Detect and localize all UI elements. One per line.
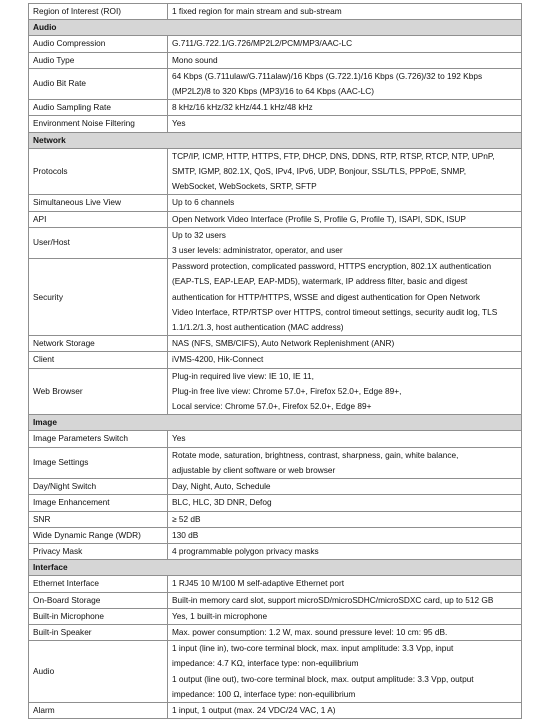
spec-value-line: 130 dB xyxy=(172,529,199,540)
spec-value xyxy=(168,368,522,415)
spec-value xyxy=(168,100,522,116)
spec-value xyxy=(168,447,522,478)
spec-value xyxy=(168,352,522,368)
spec-label: Audio xyxy=(29,641,168,703)
spec-row-region-of-interest-roi xyxy=(29,4,522,20)
spec-row-on-board-storage xyxy=(29,592,522,608)
spec-value-line: Up to 6 channels xyxy=(172,197,235,208)
spec-value-line: Up to 32 users xyxy=(172,229,226,240)
spec-value xyxy=(168,608,522,624)
spec-row-ethernet-interface xyxy=(29,576,522,592)
spec-value xyxy=(168,543,522,559)
spec-value-line: authentication for HTTP/HTTPS, WSSE and digest authentication for Open Network xyxy=(172,291,481,302)
spec-value-line: 4 programmable polygon privacy masks xyxy=(172,545,319,556)
spec-value-line: (EAP-TLS, EAP-LEAP, EAP-MD5), watermark, IP address filter, basic and digest xyxy=(172,276,468,287)
spec-value-line: adjustable by client software or web browser xyxy=(172,464,336,475)
spec-value-line: SMTP, IGMP, 802.1X, QoS, IPv4, IPv6, UDP, Bonjour, SSL/TLS, PPPoE, SNMP, xyxy=(172,166,467,177)
spec-label: Privacy Mask xyxy=(29,543,168,559)
spec-value-line: Mono sound xyxy=(172,54,218,65)
spec-row-snr xyxy=(29,511,522,527)
spec-label: Audio Compression xyxy=(29,36,168,52)
spec-row-built-in-speaker xyxy=(29,624,522,640)
spec-row-audio-compression xyxy=(29,36,522,52)
spec-value-line: Video Interface, RTP/RTSP over HTTPS, control timeout settings, security audit log, TLS xyxy=(172,306,498,317)
spec-row-security xyxy=(29,259,522,336)
spec-label: Audio Bit Rate xyxy=(29,68,168,99)
spec-label: Security xyxy=(29,259,168,336)
spec-row-web-browser xyxy=(29,368,522,415)
spec-label: Day/Night Switch xyxy=(29,479,168,495)
spec-value xyxy=(168,259,522,336)
spec-row-api xyxy=(29,211,522,227)
spec-value xyxy=(168,36,522,52)
spec-value-line: 8 kHz/16 kHz/32 kHz/44.1 kHz/48 kHz xyxy=(172,102,313,113)
spec-value xyxy=(168,641,522,703)
spec-label: Audio Type xyxy=(29,52,168,68)
section-header-interface xyxy=(29,560,522,576)
spec-label: Web Browser xyxy=(29,368,168,415)
spec-row-alarm xyxy=(29,702,522,718)
spec-value-line: Day, Night, Auto, Schedule xyxy=(172,481,271,492)
spec-value xyxy=(168,511,522,527)
spec-value-line: 1 input (line in), two-core terminal block, max. input amplitude: 3.3 Vpp, input xyxy=(172,643,454,654)
spec-value xyxy=(168,431,522,447)
specifications-table xyxy=(28,3,522,719)
spec-value-line: 1 RJ45 10 M/100 M self-adaptive Ethernet port xyxy=(172,578,345,589)
spec-value-line: Open Network Video Interface (Profile S, Profile G, Profile T), ISAPI, SDK, ISUP xyxy=(172,213,466,224)
spec-row-client xyxy=(29,352,522,368)
spec-value-line: (MP2L2)/8 to 320 Kbps (MP3)/16 to 64 Kbps (AAC-LC) xyxy=(172,86,374,97)
spec-value-line: G.711/G.722.1/G.726/MP2L2/PCM/MP3/AAC-LC xyxy=(172,38,353,49)
spec-value-line: 1 output (line out), two-core terminal block, max. output amplitude: 3.3 Vpp, output xyxy=(172,673,474,684)
spec-label: SNR xyxy=(29,511,168,527)
spec-value xyxy=(168,116,522,132)
spec-label: Built-in Speaker xyxy=(29,624,168,640)
spec-label: Protocols xyxy=(29,148,168,195)
spec-value xyxy=(168,576,522,592)
spec-value xyxy=(168,479,522,495)
spec-label: Audio Sampling Rate xyxy=(29,100,168,116)
spec-value xyxy=(168,4,522,20)
spec-value-line: impedance: 100 Ω, interface type: non-equilibrium xyxy=(172,688,356,699)
spec-label: On-Board Storage xyxy=(29,592,168,608)
spec-value-line: Local service: Chrome 57.0+, Firefox 52.0+, Edge 89+ xyxy=(172,401,372,412)
spec-row-audio-sampling-rate xyxy=(29,100,522,116)
spec-row-protocols xyxy=(29,148,522,195)
spec-value xyxy=(168,495,522,511)
spec-label: Ethernet Interface xyxy=(29,576,168,592)
spec-value-line: 1.1/1.2/1.3, host authentication (MAC address) xyxy=(172,322,344,333)
spec-label: API xyxy=(29,211,168,227)
spec-label: Environment Noise Filtering xyxy=(29,116,168,132)
section-title: Interface xyxy=(29,560,522,576)
spec-row-environment-noise-filtering xyxy=(29,116,522,132)
spec-row-audio-bit-rate xyxy=(29,68,522,99)
spec-value-line: 3 user levels: administrator, operator, and user xyxy=(172,245,343,256)
spec-row-day-night-switch xyxy=(29,479,522,495)
spec-label: Region of Interest (ROI) xyxy=(29,4,168,20)
section-header-audio xyxy=(29,20,522,36)
spec-value-line: 1 fixed region for main stream and sub-stream xyxy=(172,6,342,16)
spec-row-simultaneous-live-view xyxy=(29,195,522,211)
spec-value-line: 64 Kbps (G.711ulaw/G.711alaw)/16 Kbps (G.722.1)/16 Kbps (G.726)/32 to 192 Kbps xyxy=(172,70,483,81)
section-title: Audio xyxy=(29,20,522,36)
spec-row-image-parameters-switch xyxy=(29,431,522,447)
spec-value-line: TCP/IP, ICMP, HTTP, HTTPS, FTP, DHCP, DNS, DDNS, RTP, RTSP, RTCP, NTP, UPnP, xyxy=(172,150,495,161)
spec-label: Image Settings xyxy=(29,447,168,478)
spec-row-image-enhancement xyxy=(29,495,522,511)
spec-value-line: WebSocket, WebSockets, SRTP, SFTP xyxy=(172,181,317,192)
spec-label: Client xyxy=(29,352,168,368)
spec-value xyxy=(168,195,522,211)
spec-value xyxy=(168,527,522,543)
section-header-image xyxy=(29,415,522,431)
spec-label: Image Enhancement xyxy=(29,495,168,511)
spec-value-line: Plug-in free live view: Chrome 57.0+, Firefox 52.0+, Edge 89+, xyxy=(172,385,402,396)
spec-value-line: ≥ 52 dB xyxy=(172,513,201,524)
spec-value xyxy=(168,336,522,352)
spec-row-image-settings xyxy=(29,447,522,478)
spec-value-line: Built-in memory card slot, support microSD/microSDHC/microSDXC card, up to 512 GB xyxy=(172,594,494,605)
spec-row-network-storage xyxy=(29,336,522,352)
spec-row-audio xyxy=(29,641,522,703)
spec-label: Image Parameters Switch xyxy=(29,431,168,447)
spec-row-user-host xyxy=(29,227,522,258)
spec-value xyxy=(168,52,522,68)
spec-value-line: 1 input, 1 output (max. 24 VDC/24 VAC, 1 A) xyxy=(172,704,336,715)
spec-label: Wide Dynamic Range (WDR) xyxy=(29,527,168,543)
spec-value-line: Yes, 1 built-in microphone xyxy=(172,610,268,621)
spec-value xyxy=(168,148,522,195)
spec-label: Network Storage xyxy=(29,336,168,352)
spec-value-line: Password protection, complicated password, HTTPS encryption, 802.1X authentication xyxy=(172,261,492,272)
spec-row-audio-type xyxy=(29,52,522,68)
spec-value xyxy=(168,227,522,258)
spec-label: Simultaneous Live View xyxy=(29,195,168,211)
spec-label: Built-in Microphone xyxy=(29,608,168,624)
spec-label: Alarm xyxy=(29,702,168,718)
spec-value xyxy=(168,592,522,608)
spec-value-line: Yes xyxy=(172,433,186,444)
spec-value xyxy=(168,624,522,640)
spec-row-built-in-microphone xyxy=(29,608,522,624)
spec-value-line: NAS (NFS, SMB/CIFS), Auto Network Replenishment (ANR) xyxy=(172,338,395,349)
section-header-network xyxy=(29,132,522,148)
spec-value-line: impedance: 4.7 KΩ, interface type: non-equilibrium xyxy=(172,658,359,669)
spec-value-line: Plug-in required live view: IE 10, IE 11, xyxy=(172,370,314,381)
section-title: Network xyxy=(29,132,522,148)
spec-row-privacy-mask xyxy=(29,543,522,559)
spec-value-line: iVMS-4200, Hik-Connect xyxy=(172,354,264,365)
spec-value-line: Max. power consumption: 1.2 W, max. sound pressure level: 10 cm: 95 dB. xyxy=(172,626,448,637)
spec-row-wide-dynamic-range-wdr xyxy=(29,527,522,543)
spec-value xyxy=(168,68,522,99)
spec-value xyxy=(168,211,522,227)
spec-value-line: Yes xyxy=(172,118,186,129)
spec-label: User/Host xyxy=(29,227,168,258)
spec-value-line: BLC, HLC, 3D DNR, Defog xyxy=(172,497,272,508)
section-title: Image xyxy=(29,415,522,431)
spec-value xyxy=(168,702,522,718)
spec-value-line: Rotate mode, saturation, brightness, contrast, sharpness, gain, white balance, xyxy=(172,449,459,460)
